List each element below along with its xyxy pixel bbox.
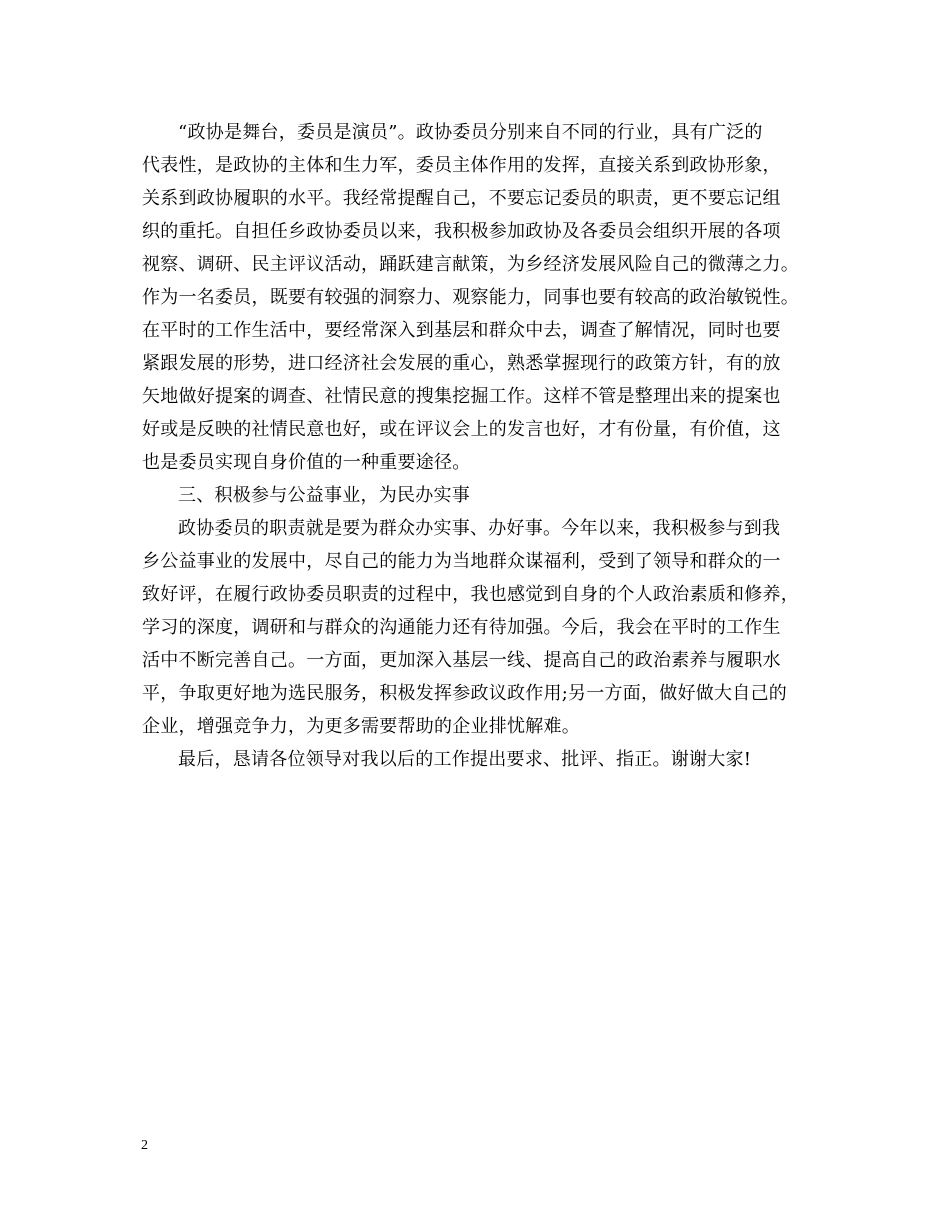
paragraph-2-line-6: 平，争取更好地为选民服务，积极发挥参政议政作用;另一方面，做好做大自己的 <box>142 683 788 704</box>
page-number: 2 <box>141 1138 148 1153</box>
paragraph-1-line-9: 矢地做好提案的调查、社情民意的搜集挖掘工作。这样不管是整理出来的提案也 <box>142 386 781 407</box>
paragraph-2-line-3: 致好评，在履行政协委员职责的过程中，我也感觉到自身的个人政治素质和修养， <box>142 584 799 605</box>
paragraph-2-line-4: 学习的深度，调研和与群众的沟通能力还有待加强。今后，我会在平时的工作生 <box>142 617 781 638</box>
paragraph-1-line-3: 关系到政协履职的水平。我经常提醒自己，不要忘记委员的职责，更不要忘记组 <box>142 188 781 209</box>
paragraph-2-line-5: 活中不断完善自己。一方面，更加深入基层一线、提高自己的政治素养与履职水 <box>142 650 781 671</box>
paragraph-1-line-11: 也是委员实现自身价值的一种重要途径。 <box>142 452 471 473</box>
paragraph-1-line-5: 视察、调研、民主评议活动，踊跃建言献策，为乡经济发展风险自己的微薄之力。 <box>142 254 799 275</box>
paragraph-1-line-1: “政协是舞台，委员是演员”。政协委员分别来自不同的行业，具有广泛的 <box>178 122 763 143</box>
paragraph-1-line-7: 在平时的工作生活中，要经常深入到基层和群众中去，调查了解情况，同时也要 <box>142 320 781 341</box>
paragraph-2-line-1: 政协委员的职责就是要为群众办实事、办好事。今年以来，我积极参与到我 <box>178 518 781 539</box>
paragraph-1-line-10: 好或是反映的社情民意也好，或在评议会上的发言也好，才有份量，有价值，这 <box>142 419 781 440</box>
paragraph-1-line-4: 织的重托。自担任乡政协委员以来，我积极参加政协及各委员会组织开展的各项 <box>142 221 781 242</box>
closing-paragraph: 最后，恳请各位领导对我以后的工作提出要求、批评、指正。谢谢大家! <box>178 749 752 770</box>
paragraph-1-line-6: 作为一名委员，既要有较强的洞察力、观察能力，同事也要有较高的政治敏锐性。 <box>142 287 799 308</box>
paragraph-1-line-8: 紧跟发展的形势，进口经济社会发展的重心，熟悉掌握现行的政策方针，有的放 <box>142 353 781 374</box>
document-body <box>142 116 822 776</box>
section-heading: 三、积极参与公益事业，为民办实事 <box>178 485 470 506</box>
paragraph-2-line-7: 企业，增强竞争力，为更多需要帮助的企业排忧解难。 <box>142 716 580 737</box>
paragraph-1-line-2: 代表性，是政协的主体和生力军，委员主体作用的发挥，直接关系到政协形象， <box>142 155 781 176</box>
paragraph-2-line-2: 乡公益事业的发展中，尽自己的能力为当地群众谋福利，受到了领导和群众的一 <box>142 551 781 572</box>
